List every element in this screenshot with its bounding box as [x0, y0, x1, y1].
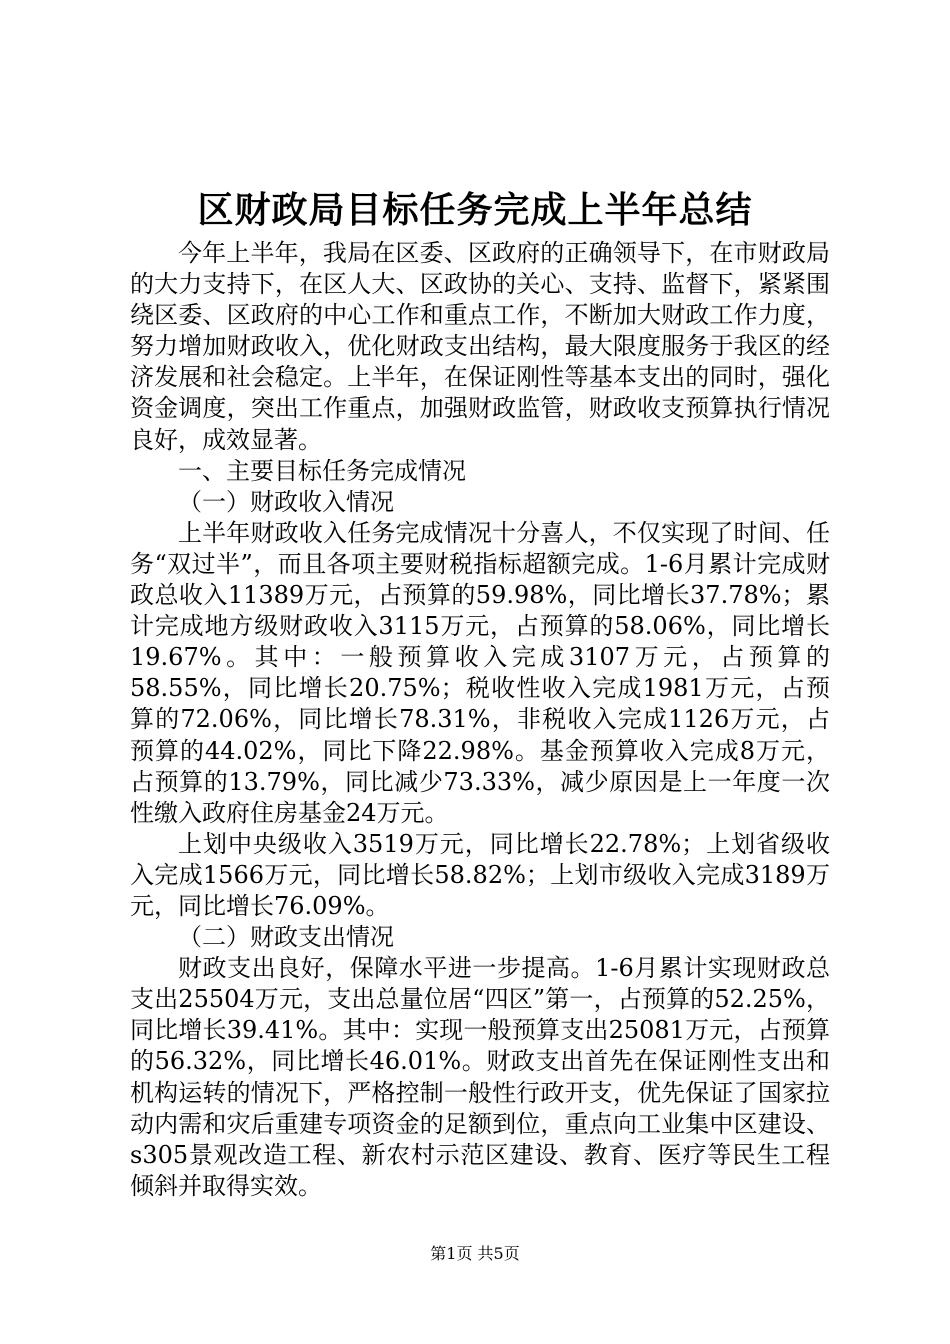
expenditure-paragraph: 财政支出良好，保障水平进一步提高。1-6月累计实现财政总支出25504万元，支出总量位居“四区”第一，占预算的52.25%，同比增长39.41%。其中：实现一般预算支出25081万元，占预算的56.32%，同比增长46.01%。财政支出首先在保证刚性支出和机构运转的情况下，严格控制一般性行政开支，优先保证了国家拉动内需和灾后重建专项资金的足额到位，重点向工业集中区建设、s305景观改造工程、新农村示范区建设、教育、医疗等民生工程倾斜并取得实效。: [130, 954, 830, 1200]
intro-paragraph: 今年上半年，我局在区委、区政府的正确领导下，在市财政局的大力支持下，在区人大、区政协的关心、支持、监督下，紧紧围绕区委、区政府的中心工作和重点工作，不断加大财政工作力度，努力增加财政收入，优化财政支出结构，最大限度服务于我区的经济发展和社会稳定。上半年，在保证刚性等基本支出的同时，强化资金调度，突出工作重点，加强财政监管，财政收支预算执行情况良好，成效显著。: [130, 239, 830, 454]
subsection-heading-revenue: （一）财政收入情况: [178, 487, 394, 516]
document-body: [130, 238, 830, 1202]
subsection-heading-expenditure: （二）财政支出情况: [178, 923, 394, 952]
revenue-paragraph: 上半年财政收入任务完成情况十分喜人，不仅实现了时间、任务“双过半”，而且各项主要财税指标超额完成。1-6月累计完成财政总收入11389万元，占预算的59.98%，同比增长37.78%；累计完成地方级财政收入3115万元，占预算的58.06%，同比增长19.67%。其中：一般预算收入完成3107万元，占预算的58.55%，同比增长20.75%；税收性收入完成1981万元，占预算的72.06%，同比增长78.31%，非税收入完成1126万元，占预算的44.02%，同比下降22.98%。基金预算收入完成8万元，占预算的13.79%，同比减少73.33%，减少原因是上一年度一次性缴入政府住房基金24万元。: [130, 518, 830, 827]
page-footer: 第1页 共5页: [430, 1244, 520, 1263]
transfer-paragraph: 上划中央级收入3519万元，同比增长22.78%；上划省级收入完成1566万元，同比增长58.82%；上划市级收入完成3189万元，同比增长76.09%。: [130, 829, 830, 920]
document-title: 区财政局目标任务完成上半年总结: [197, 189, 753, 231]
section-heading: 一、主要目标任务完成情况: [178, 456, 466, 485]
